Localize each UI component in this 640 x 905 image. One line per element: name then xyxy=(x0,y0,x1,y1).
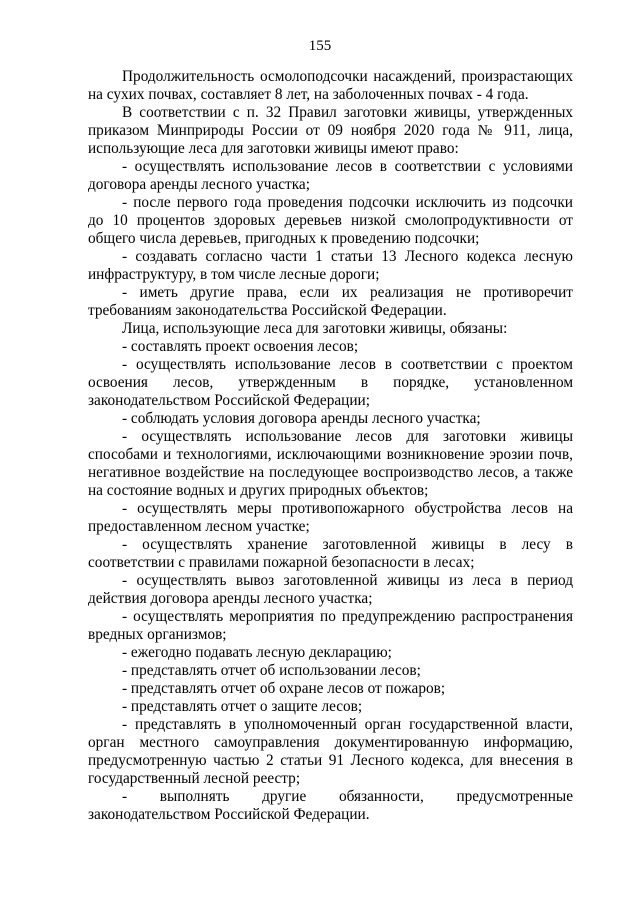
list-item: - ежегодно подавать лесную декларацию; xyxy=(122,644,392,661)
list-item: - осуществлять использование лесов в соответствии с проектом освоения лесов, утвержденным в порядке, установленном законодательством Российской Федерации; xyxy=(88,356,573,409)
list-item: - выполнять другие обязанности, предусмотренные законодательством Российской Федерации. xyxy=(88,788,573,823)
list-item: - осуществлять использование лесов для заготовки живицы способами и технологиями, исключающими возникновение эрозии почв, негативное воздействие на последующее воспроизводство лесов, а также на состояние водных и других природных объектов; xyxy=(88,428,573,499)
paragraph-duration: Продолжительность осмолоподсочки насаждений, произрастающих на сухих почвах, составляет 8 лет, на заболоченных почвах - 4 года. xyxy=(88,68,573,103)
list-item: - представлять отчет об охране лесов от пожаров; xyxy=(122,680,446,697)
list-item: - соблюдать условия договора аренды лесного участка; xyxy=(122,410,481,427)
list-item: - создавать согласно части 1 статьи 13 Лесного кодекса лесную инфраструктуру, в том числе лесные дороги; xyxy=(88,248,573,283)
paragraph-rights-intro: В соответствии с п. 32 Правил заготовки живицы, утвержденных приказом Минприроды России от 09 ноября 2020 года № 911, лица, использующие леса для заготовки живицы имеют право: xyxy=(88,104,573,157)
list-item: - осуществлять меры противопожарного обустройства лесов на предоставленном лесном участке; xyxy=(88,500,573,535)
page-number: 155 xyxy=(308,38,332,54)
list-item: - представлять отчет о защите лесов; xyxy=(122,698,363,715)
list-item: - составлять проект освоения лесов; xyxy=(122,338,359,355)
list-item: - представлять отчет об использовании лесов; xyxy=(122,662,421,679)
list-item: - осуществлять использование лесов в соответствии с условиями договора аренды лесного участка; xyxy=(88,158,573,193)
list-item: - представлять в уполномоченный орган государственной власти, орган местного самоуправления документированную информацию, предусмотренную частью 2 статьи 91 Лесного кодекса, для внесения в государственный лесной реестр; xyxy=(88,716,573,787)
list-item: - осуществлять мероприятия по предупреждению распространения вредных организмов; xyxy=(88,608,573,643)
document-body xyxy=(88,68,573,824)
list-item: - иметь другие права, если их реализация не противоречит требованиям законодательства Российской Федерации. xyxy=(88,284,573,319)
list-item: - осуществлять хранение заготовленной живицы в лесу в соответствии с правилами пожарной безопасности в лесах; xyxy=(88,536,573,571)
list-item: - осуществлять вывоз заготовленной живицы из леса в период действия договора аренды лесного участка; xyxy=(88,572,573,607)
paragraph-obligations-intro: Лица, использующие леса для заготовки живицы, обязаны: xyxy=(122,320,508,337)
list-item: - после первого года проведения подсочки исключить из подсочки до 10 процентов здоровых деревьев низкой смолопродуктивности от общего числа деревьев, пригодных к проведению подсочки; xyxy=(88,194,573,247)
